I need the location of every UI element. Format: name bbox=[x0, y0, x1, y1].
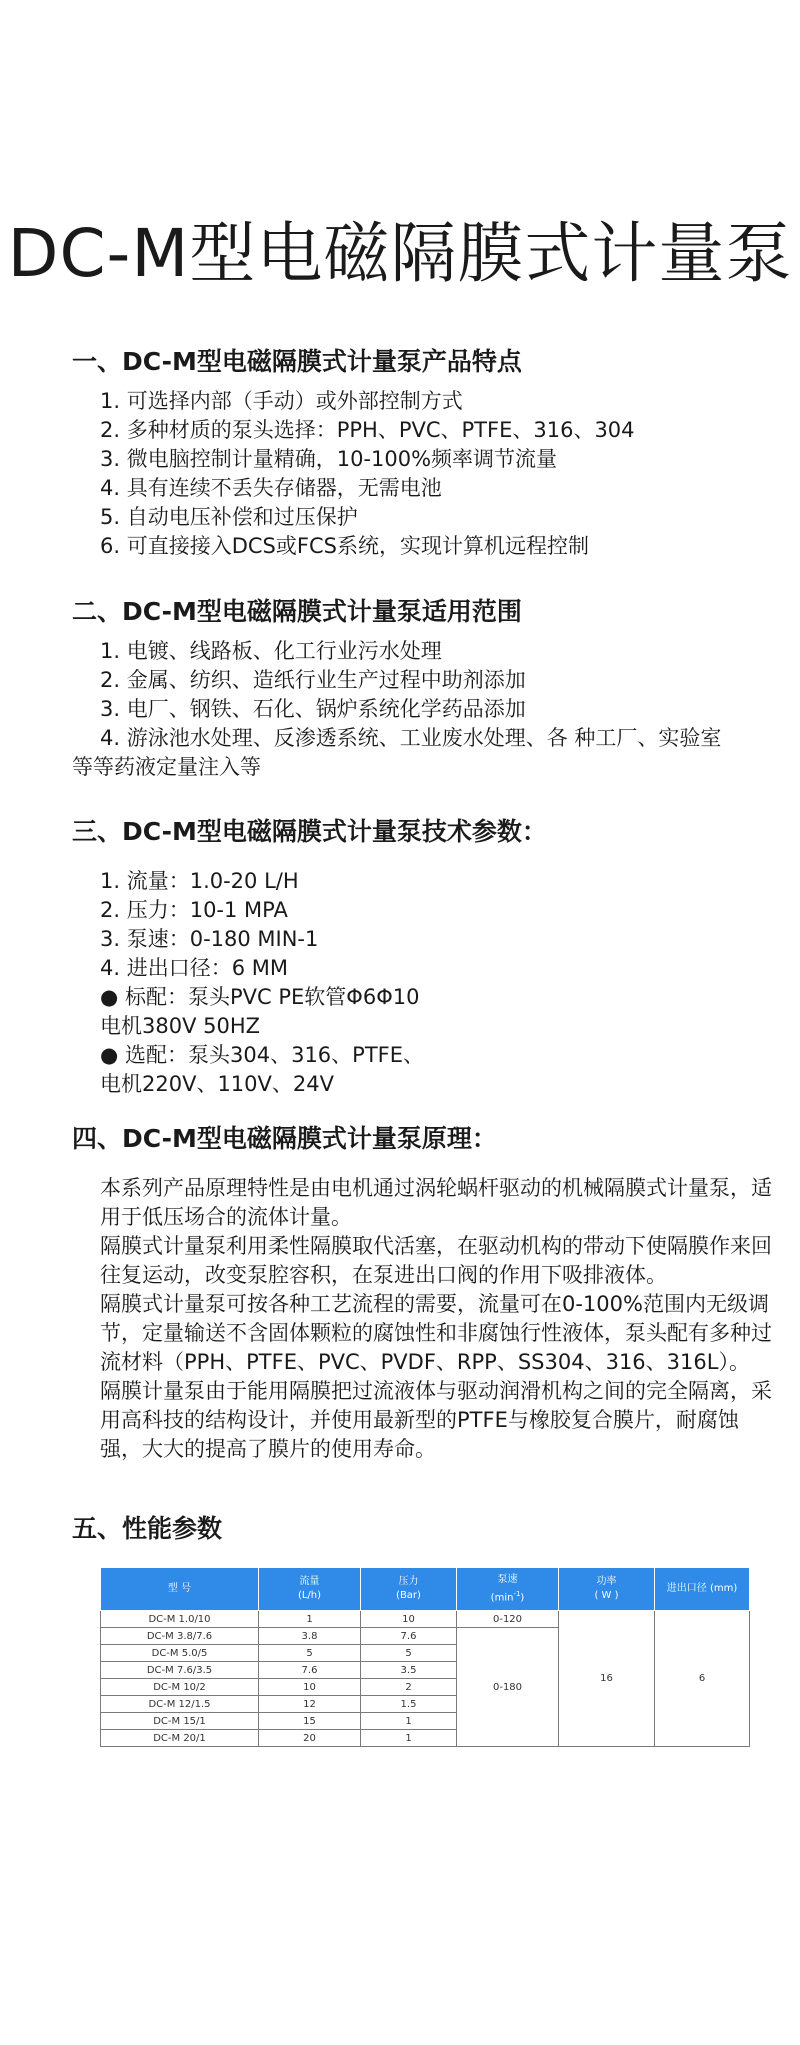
section-features bbox=[72, 345, 772, 561]
cell-pressure: 1 bbox=[361, 1730, 457, 1747]
cell-pressure: 10 bbox=[361, 1611, 457, 1628]
header-flow: 流量 (L/h) bbox=[259, 1568, 361, 1611]
list-item: 2. 多种材质的泵头选择：PPH、PVC、PTFE、316、304 bbox=[100, 418, 635, 442]
section-heading: 四、DC-M型电磁隔膜式计量泵原理： bbox=[72, 1124, 497, 1153]
list-item: 1. 电镀、线路板、化工行业污水处理 bbox=[100, 639, 442, 663]
list-item: 4. 具有连续不丢失存储器，无需电池 bbox=[100, 476, 442, 500]
list-item: 6. 可直接接入DCS或FCS系统，实现计算机远程控制 bbox=[100, 534, 589, 558]
cell-flow: 1 bbox=[259, 1611, 361, 1628]
cell-flow: 20 bbox=[259, 1730, 361, 1747]
list-item: ● 选配：泵头304、316、PTFE、 bbox=[100, 1043, 425, 1067]
application-list bbox=[72, 637, 772, 782]
list-item: 1. 流量：1.0-20 L/H bbox=[100, 869, 299, 893]
header-speed: 泵速 $(\min^{-1})$ bbox=[457, 1568, 559, 1611]
cell-model: DC-M 20/1 bbox=[101, 1730, 259, 1747]
cell-pressure: 1 bbox=[361, 1713, 457, 1730]
cell-pressure: 7.6 bbox=[361, 1628, 457, 1645]
list-item: 电机380V 50HZ bbox=[100, 1014, 261, 1038]
list-item: 等等药液定量注入等 bbox=[72, 755, 261, 779]
cell-flow: 7.6 bbox=[259, 1662, 361, 1679]
list-item: ● 标配：泵头PVC PE软管Φ6Φ10 bbox=[100, 985, 420, 1009]
section-applications bbox=[72, 595, 772, 782]
cell-flow: 15 bbox=[259, 1713, 361, 1730]
performance-table bbox=[100, 1567, 750, 1747]
section-heading: 一、DC-M型电磁隔膜式计量泵产品特点 bbox=[72, 347, 522, 376]
cell-pressure: 2 bbox=[361, 1679, 457, 1696]
cell-pressure: 1.5 bbox=[361, 1696, 457, 1713]
cell-pressure: 3.5 bbox=[361, 1662, 457, 1679]
paragraph: 隔膜计量泵由于能用隔膜把过流液体与驱动润滑机构之间的完全隔离，采用高科技的结构设计，并使用最新型的PTFE与橡胶复合膜片，耐腐蚀强，大大的提高了膜片的使用寿命。 bbox=[100, 1379, 772, 1461]
list-item: 3. 泵速：0-180 MIN-1 bbox=[100, 927, 319, 951]
cell-speed: 0-120 bbox=[457, 1611, 559, 1628]
section-heading: 三、DC-M型电磁隔膜式计量泵技术参数： bbox=[72, 817, 547, 846]
cell-model: DC-M 5.0/5 bbox=[101, 1645, 259, 1662]
table-row bbox=[101, 1611, 750, 1628]
cell-pressure: 5 bbox=[361, 1645, 457, 1662]
page-title: DC-M型电磁隔膜式计量泵 bbox=[7, 215, 793, 293]
section-specs bbox=[72, 815, 772, 1099]
cell-speed: 0-180 bbox=[457, 1628, 559, 1747]
paragraph: 隔膜式计量泵可按各种工艺流程的需要，流量可在0-100%范围内无级调节，定量输送不含固体颗粒的腐蚀性和非腐蚀行性液体，泵头配有多种过流材料（PPH、PTFE、PVC、PVDF、RPP、SS304、316、316L）。 bbox=[100, 1292, 772, 1374]
spec-list bbox=[72, 867, 772, 1099]
list-item: 3. 微电脑控制计量精确，10-100%频率调节流量 bbox=[100, 447, 558, 471]
header-pressure: 压力 (Bar) bbox=[361, 1568, 457, 1611]
section-heading: 二、DC-M型电磁隔膜式计量泵适用范围 bbox=[72, 597, 522, 626]
cell-model: DC-M 12/1.5 bbox=[101, 1696, 259, 1713]
cell-flow: 12 bbox=[259, 1696, 361, 1713]
list-item: 4. 游泳池水处理、反渗透系统、工业废水处理、各 种工厂、实验室 bbox=[100, 726, 722, 750]
list-item: 4. 进出口径：6 MM bbox=[100, 956, 288, 980]
list-item: 电机220V、110V、24V bbox=[100, 1072, 334, 1096]
table-header-row bbox=[101, 1568, 750, 1611]
section-heading: 五、性能参数 bbox=[72, 1514, 223, 1543]
cell-model: DC-M 7.6/3.5 bbox=[101, 1662, 259, 1679]
cell-model: DC-M 3.8/7.6 bbox=[101, 1628, 259, 1645]
cell-model: DC-M 15/1 bbox=[101, 1713, 259, 1730]
feature-list bbox=[72, 387, 772, 561]
cell-model: DC-M 10/2 bbox=[101, 1679, 259, 1696]
header-model: 型 号 bbox=[101, 1568, 259, 1611]
header-port: 进出口径 (mm) bbox=[655, 1568, 750, 1611]
principle-text bbox=[72, 1174, 772, 1464]
section-performance bbox=[72, 1512, 772, 1554]
list-item: 5. 自动电压补偿和过压保护 bbox=[100, 505, 358, 529]
list-item: 2. 压力：10-1 MPA bbox=[100, 898, 288, 922]
cell-flow: 3.8 bbox=[259, 1628, 361, 1645]
list-item: 3. 电厂、钢铁、石化、锅炉系统化学药品添加 bbox=[100, 697, 526, 721]
header-power: 功率 ( W ) bbox=[559, 1568, 655, 1611]
cell-model: DC-M 1.0/10 bbox=[101, 1611, 259, 1628]
cell-port: 6 bbox=[655, 1611, 750, 1747]
list-item: 1. 可选择内部（手动）或外部控制方式 bbox=[100, 389, 463, 413]
paragraph: 隔膜式计量泵利用柔性隔膜取代活塞，在驱动机构的带动下使隔膜作来回往复运动，改变泵腔容积，在泵进出口阀的作用下吸排液体。 bbox=[100, 1234, 772, 1287]
paragraph: 本系列产品原理特性是由电机通过涡轮蜗杆驱动的机械隔膜式计量泵，适用于低压场合的流体计量。 bbox=[100, 1176, 772, 1229]
cell-power: 16 bbox=[559, 1611, 655, 1747]
cell-flow: 10 bbox=[259, 1679, 361, 1696]
list-item: 2. 金属、纺织、造纸行业生产过程中助剂添加 bbox=[100, 668, 526, 692]
cell-flow: 5 bbox=[259, 1645, 361, 1662]
section-principle bbox=[72, 1122, 772, 1464]
